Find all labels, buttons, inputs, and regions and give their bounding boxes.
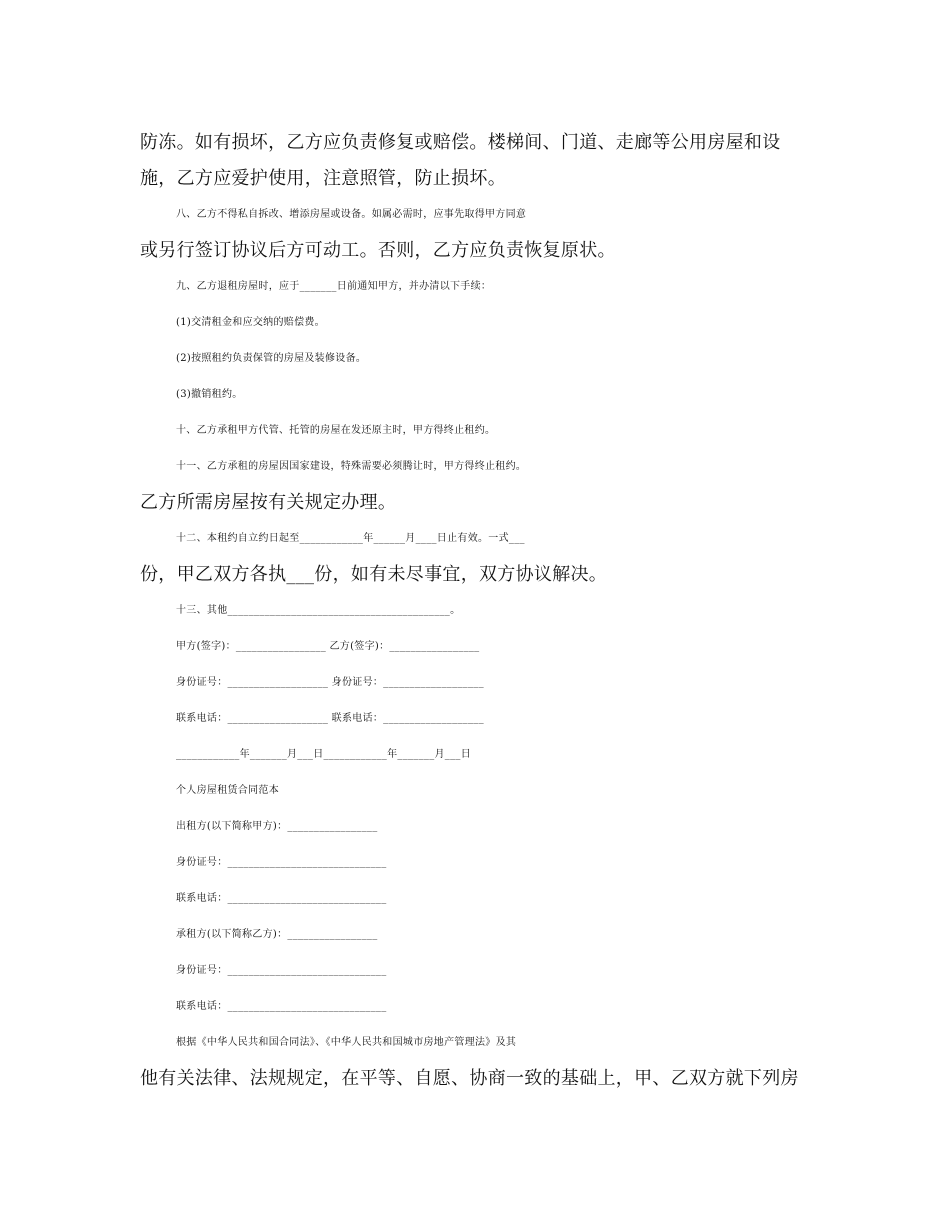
phone-line: 联系电话：___________________ 联系电话：___________________ (176, 713, 484, 724)
clause-8: 八、乙方不得私自拆改、增添房屋或设备。如属必需时，应事先取得甲方同意 (176, 209, 527, 220)
lessee-field: 承租方(以下简称乙方)：_________________ (176, 929, 378, 940)
id-number-line: 身份证号：___________________ 身份证号：___________________ (176, 677, 484, 688)
list-item: (1)交清租金和应交纳的赔偿费。 (176, 317, 325, 328)
clause-10: 十、乙方承租甲方代管、托管的房屋在发还原主时，甲方得终止租约。 (176, 425, 496, 436)
section-title: 个人房屋租赁合同范本 (176, 785, 279, 796)
clause-11: 十一、乙方承租的房屋因国家建设，特殊需要必须腾让时，甲方得终止租约。 (176, 461, 527, 472)
clause-13: 十三、其他__________________________________________。 (176, 605, 461, 616)
signature-line: 甲方(签字)：_________________ 乙方(签字)：_________________ (176, 641, 480, 652)
paragraph-line: 根据《中华人民共和国合同法》、《中华人民共和国城市房地产管理法》及其 (176, 1037, 517, 1048)
paragraph-line: 施，乙方应爱护使用，注意照管，防止损坏。 (140, 168, 506, 189)
phone-field: 联系电话：______________________________ (176, 893, 387, 904)
phone-field: 联系电话：______________________________ (176, 1001, 387, 1012)
paragraph-line: 乙方所需房屋按有关规定办理。 (140, 492, 397, 513)
lessor-field: 出租方(以下简称甲方)：_________________ (176, 821, 378, 832)
paragraph-line: 或另行签订协议后方可动工。否则，乙方应负责恢复原状。 (140, 240, 616, 261)
paragraph-line: 份，甲乙双方各执___份，如有未尽事宜，双方协议解决。 (140, 564, 608, 585)
date-line: ____________年_______月___日____________年_______月___日 (176, 749, 471, 760)
id-number-field: 身份证号：______________________________ (176, 857, 387, 868)
paragraph-line: 他有关法律、法规规定，在平等、自愿、协商一致的基础上，甲、乙双方就下列房 (140, 1068, 799, 1089)
clause-9: 九、乙方退租房屋时，应于_______日前通知甲方，并办清以下手续： (176, 281, 492, 292)
clause-12: 十二、本租约自立约日起至____________年______月____日止有效。一式___ (176, 533, 525, 544)
list-item: (3)撤销租约。 (176, 389, 243, 400)
list-item: (2)按照租约负责保管的房屋及装修设备。 (176, 353, 367, 364)
paragraph-line: 防冻。如有损坏，乙方应负责修复或赔偿。楼梯间、门道、走廊等公用房屋和设 (140, 132, 781, 153)
id-number-field: 身份证号：______________________________ (176, 965, 387, 976)
